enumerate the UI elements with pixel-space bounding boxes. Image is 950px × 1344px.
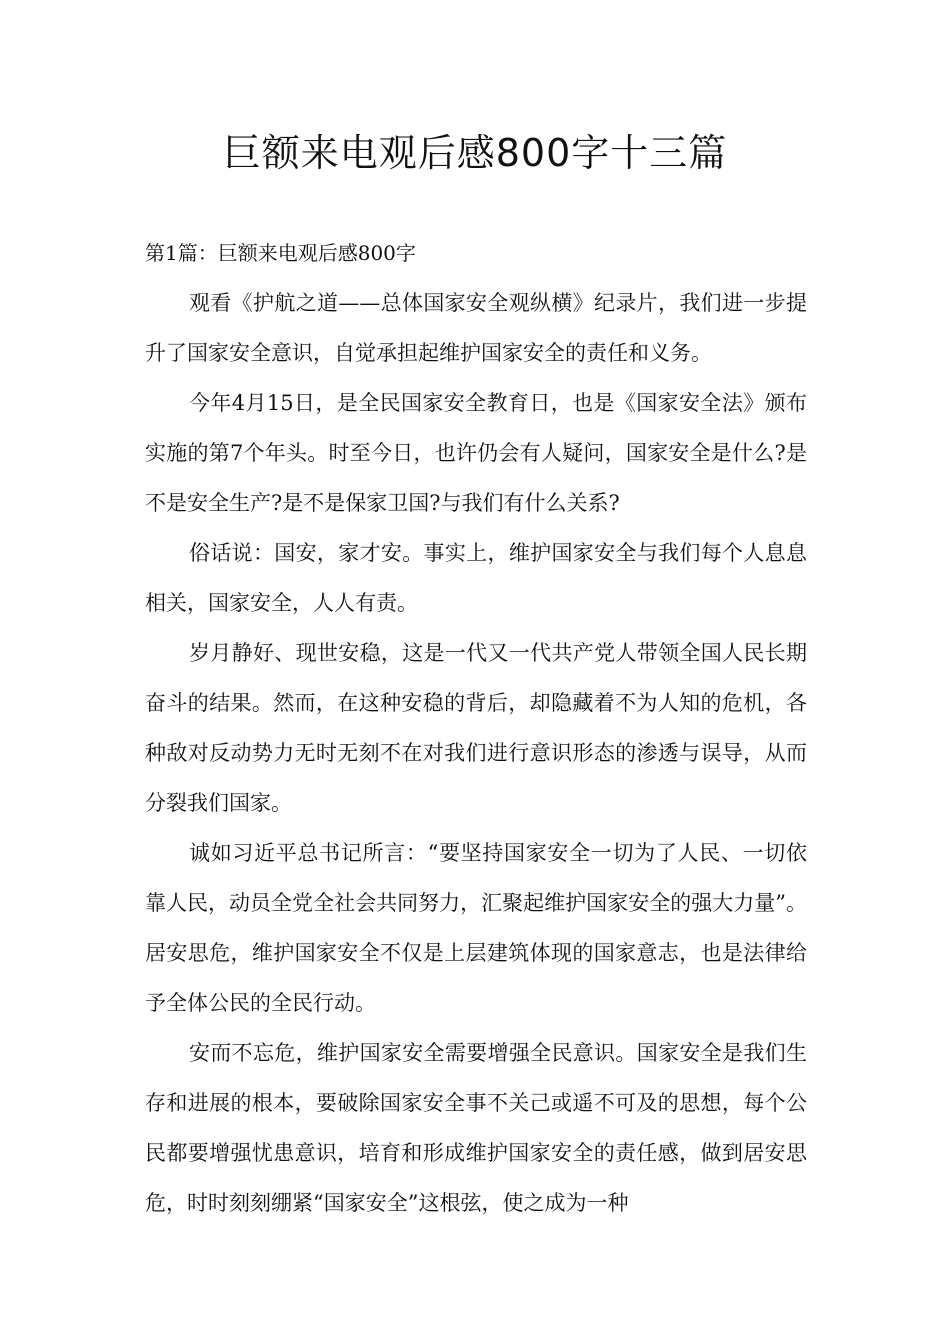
section-heading: 第1篇：巨额来电观后感800字 [145, 241, 416, 265]
document-title: 巨额来电观后感800字十三篇 [222, 131, 728, 175]
paragraph-4: 岁月静好、现世安稳，这是一代又一代共产党人带领全国人民长期奋斗的结果。然而，在这种安稳的背后，却隐藏着不为人知的危机，各种敌对反动势力无时无刻不在对我们进行意识形态的渗透与误导，从而分裂我们国家。 [145, 641, 807, 815]
paragraph-6: 安而不忘危，维护国家安全需要增强全民意识。国家安全是我们生存和进展的根本，要破除国家安全事不关己或遥不可及的思想，每个公民都要增强忧患意识，培育和形成维护国家安全的责任感，做到居安思危，时时刻刻绷紧“国家安全”这根弦，使之成为一种 [145, 1041, 807, 1215]
paragraph-5: 诚如习近平总书记所言：“要坚持国家安全一切为了人民、一切依靠人民，动员全党全社会共同努力，汇聚起维护国家安全的强大力量”。居安思危，维护国家安全不仅是上层建筑体现的国家意志，也是法律给予全体公民的全民行动。 [145, 841, 807, 1015]
paragraph-1: 观看《护航之道——总体国家安全观纵横》纪录片，我们进一步提升了国家安全意识，自觉承担起维护国家安全的责任和义务。 [145, 291, 807, 365]
document-body [145, 228, 807, 1228]
paragraph-2: 今年4月15日，是全民国家安全教育日，也是《国家安全法》颁布实施的第7个年头。时至今日，也许仍会有人疑问，国家安全是什么?是不是安全生产?是不是保家卫国?与我们有什么关系? [145, 391, 807, 515]
paragraph-3: 俗话说：国安，家才安。事实上，维护国家安全与我们每个人息息相关，国家安全，人人有责。 [145, 541, 807, 615]
